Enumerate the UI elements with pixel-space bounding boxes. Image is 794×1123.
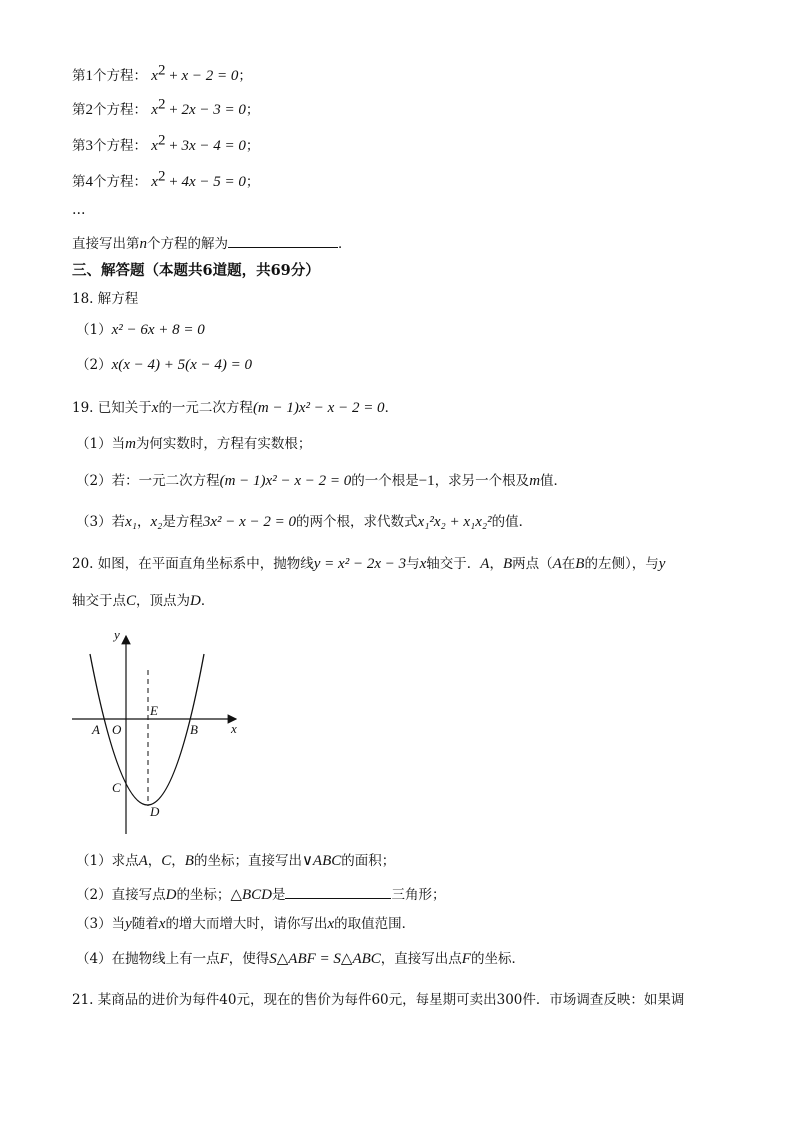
q19-part-2: （2）若：一元二次方程(m − 1)x² − x − 2 = 0的一个根是−1，求另一个根及m值． bbox=[76, 473, 568, 489]
equation-line-4: 第4个方程： $x^2 + 4x - 5 = 0$； bbox=[72, 168, 260, 190]
section-heading: 三、解答题（本题共6道题，共69分） bbox=[72, 262, 320, 279]
equation-line-3: 第3个方程： $x^2 + 3x - 4 = 0$； bbox=[72, 132, 260, 154]
q21-text: 21. 某商品的进价为每件40元，现在的售价为每件60元，每星期可卖出300件．市场调查反映：如果调 bbox=[72, 992, 685, 1008]
q19-part-1: （1）当m为何实数时，方程有实数根； bbox=[76, 436, 312, 452]
q18-title: 18. 解方程 bbox=[72, 291, 139, 307]
q20-intro-line-2: 轴交于点C，顶点为D． bbox=[72, 593, 215, 609]
q19-intro: 19. 已知关于x的一元二次方程(m − 1)x² − x − 2 = 0． bbox=[72, 400, 399, 416]
ellipsis: … bbox=[72, 202, 86, 218]
fill-in-question: 直接写出第n个方程的解为 ． bbox=[72, 233, 352, 254]
label-O: O bbox=[112, 722, 122, 737]
label-B: B bbox=[190, 722, 198, 737]
label-C: C bbox=[112, 780, 121, 795]
q19-part-3: （3）若x₁，x₂是方程3x² − x − 2 = 0的两个根，求代数式x₁²x₂ + x₁x₂²的值． bbox=[76, 514, 533, 530]
equation-line-2: 第2个方程： $x^2 + 2x - 3 = 0$； bbox=[72, 96, 260, 118]
answer-blank[interactable] bbox=[228, 233, 338, 248]
q20-part-1: （1）求点A，C，B的坐标；直接写出∨ABC的面积； bbox=[76, 853, 396, 869]
label-E: E bbox=[150, 703, 158, 718]
label-D: D bbox=[150, 804, 160, 819]
parabola-curve bbox=[90, 654, 204, 805]
parabola-graph bbox=[66, 626, 256, 841]
q20-part-2: （2）直接写点D的坐标；△BCD是 三角形； bbox=[76, 884, 445, 905]
triangle-type-blank[interactable] bbox=[285, 884, 391, 899]
q18-part-2: （2）x(x − 4) + 5(x − 4) = 0 bbox=[76, 357, 253, 373]
q20-intro-line-1: 20. 如图，在平面直角坐标系中，抛物线y = x² − 2x − 3与x轴交于．A，B两点（A在B的左侧），与y bbox=[72, 556, 666, 572]
q20-part-3: （3）当y随着x的增大而增大时，请你写出x的取值范围． bbox=[76, 916, 416, 932]
label-A: A bbox=[92, 722, 100, 737]
label-x: x bbox=[231, 721, 237, 736]
label-y: y bbox=[114, 627, 120, 642]
equation-line-1: 第1个方程： $x^2 + x - 2 = 0$； bbox=[72, 62, 252, 84]
q20-part-4: （4）在抛物线上有一点F，使得S△ABF = S△ABC，直接写出点F的坐标． bbox=[76, 951, 525, 967]
q18-part-1: （1）x² − 6x + 8 = 0 bbox=[76, 322, 205, 338]
